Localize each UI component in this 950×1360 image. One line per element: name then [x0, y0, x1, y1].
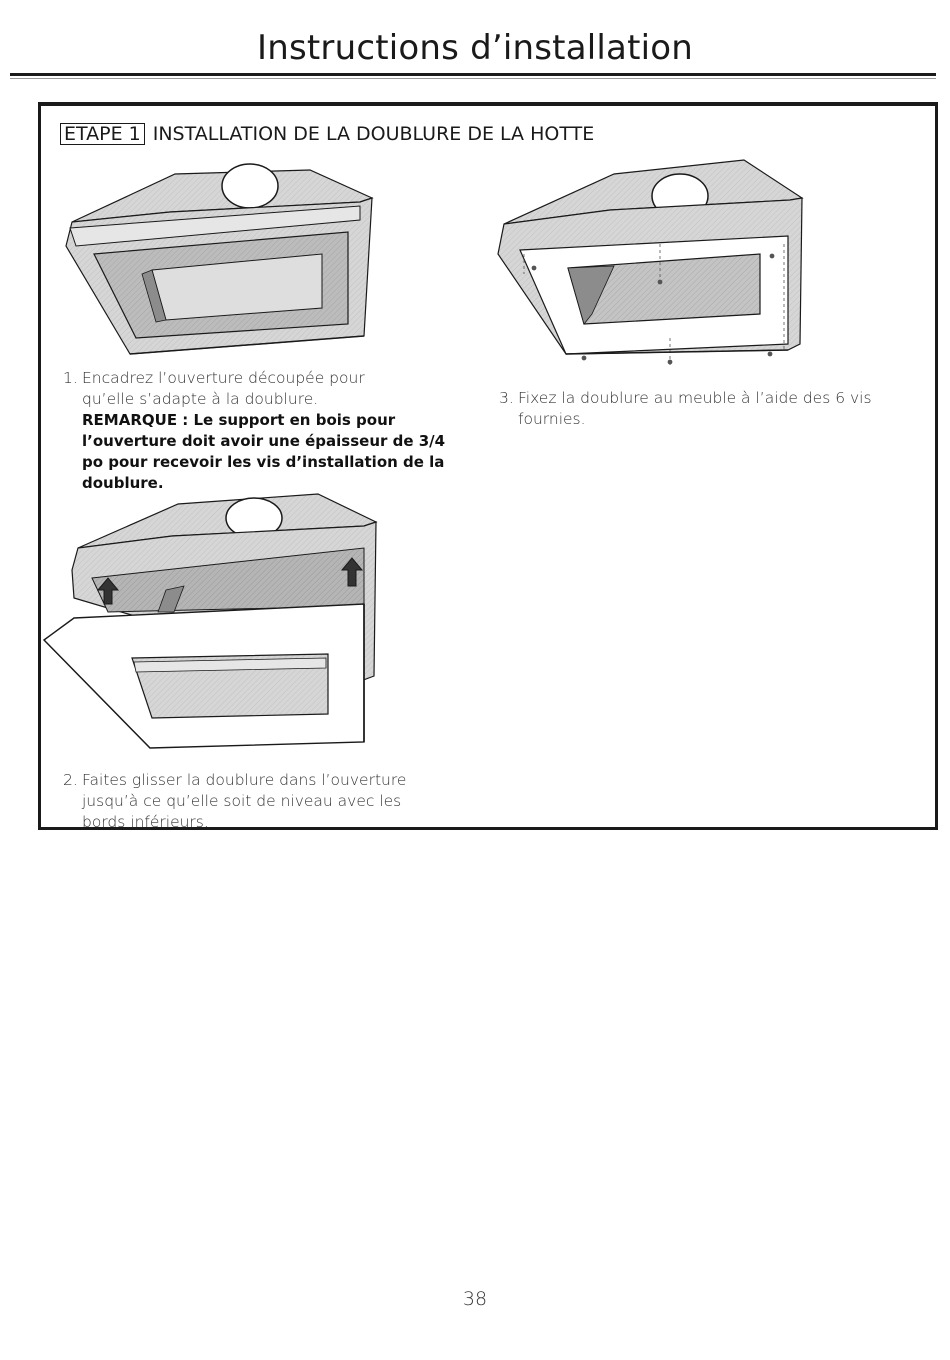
- instruction-1-text: Encadrez l’ouverture découpée pour qu’elle s’adapte à la doublure.: [82, 369, 365, 408]
- hood-cutout-figure: [60, 158, 380, 358]
- instruction-1-note: REMARQUE : Le support en bois pour l’ouverture doit avoir une épaisseur de 3/4 po pour recevoir les vis d’installation de la doublure.: [82, 411, 446, 492]
- page-title: Instructions d’installation: [256, 28, 693, 68]
- instruction-2-text: Faites glisser la doublure dans l’ouverture jusqu’à ce qu’elle soit de niveau avec les bords inférieurs.: [82, 771, 407, 831]
- instruction-3-number: 3.: [499, 389, 514, 407]
- liner-screws-figure: [494, 154, 814, 374]
- liner-insert-figure: [38, 486, 388, 756]
- liner-fixed-icon: [494, 154, 814, 374]
- screw-icon: [532, 266, 537, 271]
- screw-icon: [770, 254, 775, 259]
- liner-slide-icon: [38, 486, 388, 756]
- instruction-1-number: 1.: [63, 369, 78, 387]
- instruction-1: [63, 368, 470, 494]
- hood-opening-icon: [60, 158, 380, 358]
- step-title: INSTALLATION DE LA DOUBLURE DE LA HOTTE: [152, 123, 595, 145]
- title-divider-thin: [10, 78, 936, 79]
- instruction-3-text: Fixez la doublure au meuble à l’aide des 6 vis fournies.: [518, 389, 872, 428]
- instruction-2-number: 2.: [63, 771, 78, 789]
- screw-icon: [582, 356, 587, 361]
- step-tag: ETAPE 1: [60, 123, 145, 145]
- step-header: [60, 123, 594, 145]
- title-divider: [10, 73, 936, 76]
- instruction-2: [63, 770, 470, 833]
- page-number: 38: [462, 1288, 488, 1310]
- instruction-3: [499, 388, 888, 430]
- screw-icon: [768, 352, 773, 357]
